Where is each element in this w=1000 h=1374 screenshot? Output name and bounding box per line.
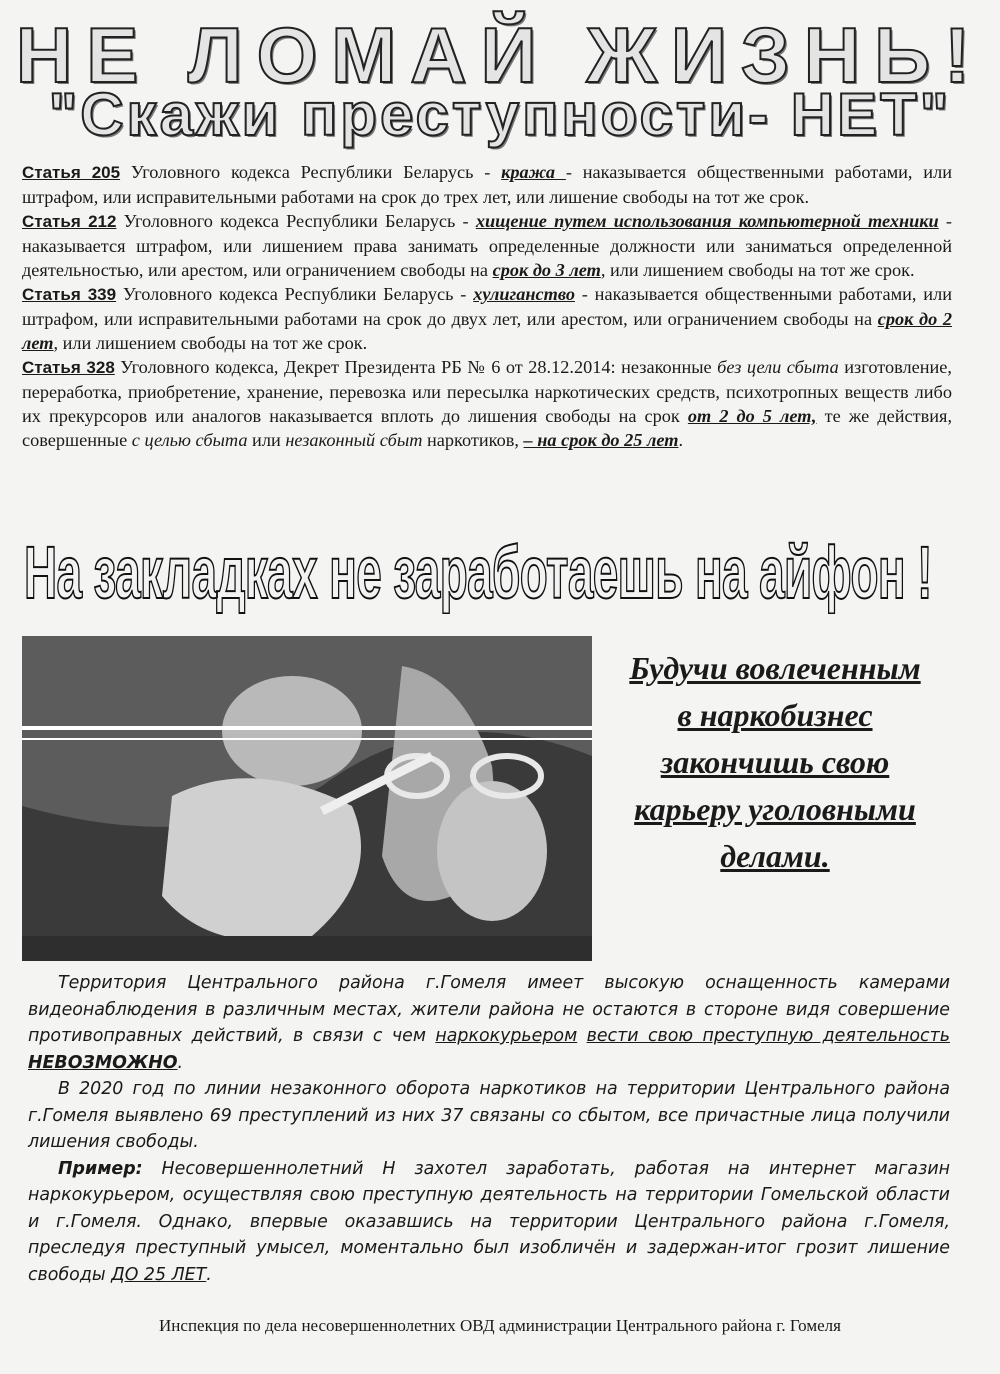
handcuffed-hands-photo: [22, 636, 592, 961]
article-label: Статья 205: [22, 163, 121, 182]
warning-caption: Будучи вовлеченным в наркобизнес закончишь свою карьеру уголовными делами.: [629, 650, 921, 874]
articles-section: [22, 160, 952, 452]
article-339: Статья 339 Уголовного кодекса Республики Беларусь - хулиганство - наказывается общественными работами, или штрафом, или исправительными работами на срок до двух лет, или арестом, или ограничением свободы на срок до 2 лет, или лишением свободы на тот же срок.: [22, 284, 952, 353]
crime-name: кража: [501, 162, 566, 182]
issuer-footer: Инспекция по дела несовершеннолетних ОВД администрации Центрального района г. Гомеля: [159, 1316, 841, 1335]
term: срок до 2 лет: [22, 309, 952, 353]
term: – на срок до 25 лет: [523, 430, 679, 450]
page-title: НЕ ЛОМАЙ ЖИЗНЬ!: [15, 11, 985, 99]
page-subtitle: "Скажи преступности- НЕТ": [48, 81, 952, 148]
term: срок до 3 лет: [492, 260, 601, 280]
paragraph-statistics: В 2020 год по линии незаконного оборота наркотиков на территории Центрального района г.Гомеля выявлено 69 преступлений из них 37 связаны со сбытом, все причастные лица получили лишения свободы.: [28, 1079, 950, 1152]
article-212: Статья 212 Уголовного кодекса Республики Беларусь - хищение путем использования компьютерной техники - наказывается штрафом, или лишением права занимать определенные должности или заниматься определенной деятельностью, или арестом, или ограничением свободы на срок до 3 лет, или лишением свободы на тот же срок.: [22, 211, 952, 280]
handcuffs-illustration: [22, 636, 592, 961]
slogan-banner: На закладках не заработаешь на айфон !: [24, 531, 932, 614]
article-328: Статья 328 Уголовного кодекса, Декрет Президента РБ № 6 от 28.12.2014: незаконные без цели сбыта изготовление, переработка, приобретение, хранение, перевозка или пересылка наркотических средств, психотропных веществ либо их прекурсоров или аналогов наказывается вплоть до лишения свободы на срок от 2 до 5 лет, те же действия, совершенные с целью сбыта или незаконный сбыт наркотиков, – на срок до 25 лет.: [22, 357, 953, 450]
crime-name: хулиганство: [473, 284, 575, 304]
article-label: Статья 328: [22, 358, 115, 377]
article-label: Статья 212: [22, 212, 117, 231]
article-205: Статья 205 Уголовного кодекса Республики Беларусь - кража - наказывается общественными работами, или штрафом, или исправительными работами на срок до трех лет, или лишение свободы на тот же срок.: [22, 162, 952, 207]
paragraph-example: Пример: Несовершеннолетний Н захотел заработать, работая на интернет магазин наркокурьером, осуществляя свою преступную деятельность на территории Гомельской области и г.Гомеля. Однако, впервые оказавшись на территории Центрального района г.Гомеля, преследуя преступный умысел, моментально был изобличён и задержан-итог грозит лишение свободы ДО 25 ЛЕТ.: [28, 1158, 950, 1285]
term: от 2 до 5 лет,: [687, 406, 817, 426]
article-label: Статья 339: [22, 285, 117, 304]
body-text: [28, 970, 950, 1288]
crime-name: хищение путем использования компьютерной техники: [475, 211, 939, 231]
paragraph-cameras: Территория Центрального района г.Гомеля имеет высокую оснащенность камерами видеонаблюдения в различным местах, жители района не остаются в стороне видя совершение противоправных действий, в связи с чем наркокурьером вести свою преступную деятельность НЕВОЗМОЖНО.: [28, 973, 950, 1073]
